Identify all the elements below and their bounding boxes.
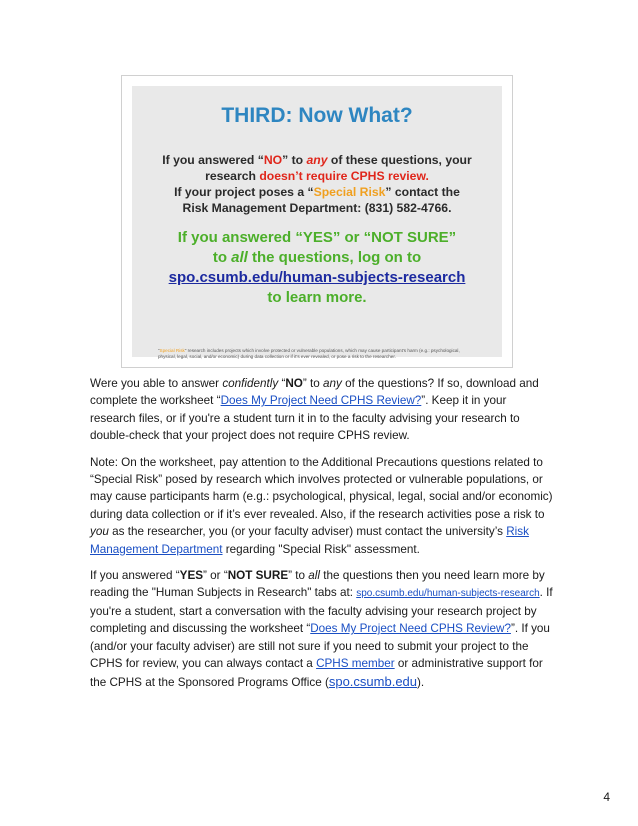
text: ” to	[288, 569, 309, 583]
text-no: NO	[285, 377, 303, 390]
slide-footnote	[158, 348, 476, 360]
text-you: you	[90, 525, 109, 539]
text: If your project poses a “	[174, 185, 314, 199]
text-note: Note:	[90, 455, 118, 469]
text: as the researcher, you (or your faculty adviser) must contact the university’s	[108, 525, 507, 539]
text: “	[278, 377, 286, 390]
text: If you answered “	[90, 569, 180, 583]
slide-image	[121, 75, 513, 368]
text: ”. Keep it in your research files, or if you're a student turn it in to the faculty advising your research to double-check that your project does not require CPHS review.	[90, 394, 520, 443]
slide-no-message	[132, 152, 502, 184]
text-all: all	[308, 569, 320, 583]
text: ” research includes projects which involve protected or vulnerable populations, which may cause participant’s harm (e.g.: psychological, physical, legal, social, and/or economic) during data collection or if it’s ever revealed, or pose a risk to the researcher.	[158, 348, 460, 359]
text: or administrative support for the CPHS at the Sponsored Programs Office (	[90, 657, 543, 689]
human-subjects-link[interactable]: spo.csumb.edu/human-subjects-research	[356, 588, 540, 600]
text: of the questions? If so, download and complete the worksheet “	[90, 377, 539, 408]
risk-management-link[interactable]: Risk Management Department	[90, 525, 529, 556]
cphs-member-link[interactable]: CPHS member	[316, 657, 395, 671]
page-body	[90, 375, 555, 700]
text-confidently: confidently	[222, 377, 279, 390]
paragraph-confident-no	[90, 375, 555, 445]
text: If you answered “	[162, 153, 264, 167]
text: research	[205, 169, 260, 183]
text: On the worksheet, pay attention to the Additional Precautions questions related to “Special Risk” posed by research which involves protected or vulnerable populations, or may cause participants harm (e.g.: psychological, physical, legal, social and/or economic) during data collection or if it’s ever revealed. Also, if the research activities pose a risk to	[90, 455, 553, 521]
text: ” contact the	[385, 185, 460, 199]
slide-special-risk-message	[132, 184, 502, 216]
text-risk-contact: Risk Management Department: (831) 582-4766.	[182, 201, 452, 215]
text: . If you're a student, start a conversation with the faculty advising your research project by completing and discussing the worksheet “	[90, 586, 553, 636]
text-not-sure: NOT SURE	[227, 569, 289, 583]
slide-url: spo.csumb.edu/human-subjects-research	[168, 269, 466, 286]
text-special-risk: Special Risk	[313, 185, 386, 199]
slide-yes-message	[132, 228, 502, 308]
worksheet-link[interactable]: Does My Project Need CPHS Review?	[220, 394, 422, 408]
text: the questions, log on to	[247, 249, 422, 266]
spo-link[interactable]: spo.csumb.edu	[328, 673, 418, 689]
text: to	[212, 249, 232, 266]
paragraph-yes-not-sure	[90, 567, 555, 691]
text: ”. If you (and/or your faculty adviser) are still not sure if you need to submit your project to the CPHS for review, you can always contact a	[90, 622, 550, 671]
paragraph-note	[90, 454, 555, 558]
page-number: 4	[603, 790, 610, 804]
text: ” to	[302, 377, 324, 390]
text: the questions then you need learn more by reading the "Human Subjects in Research" tabs at:	[90, 569, 545, 600]
text: of these questions, your	[327, 153, 472, 167]
slide-content	[132, 86, 502, 357]
text-any: any	[306, 153, 328, 167]
text: ” or “	[203, 569, 228, 583]
text-all: all	[231, 249, 248, 266]
text-any: any	[323, 377, 342, 390]
text: to learn more.	[267, 289, 367, 306]
text-no: NO	[263, 153, 283, 167]
text: Were you able to answer	[90, 377, 223, 390]
text: ).	[417, 675, 425, 689]
text-special-risk: Special Risk	[159, 348, 185, 353]
text: If you answered “YES” or “NOT SURE”	[177, 229, 457, 246]
text-no-review: doesn’t require CPHS review.	[259, 169, 429, 183]
text: “	[158, 348, 160, 353]
text: regarding "Special Risk" assessment.	[222, 542, 420, 556]
worksheet-link[interactable]: Does My Project Need CPHS Review?	[310, 622, 511, 636]
text-yes: YES	[179, 569, 204, 583]
text: ” to	[282, 153, 307, 167]
slide-title: THIRD: Now What?	[221, 104, 413, 127]
